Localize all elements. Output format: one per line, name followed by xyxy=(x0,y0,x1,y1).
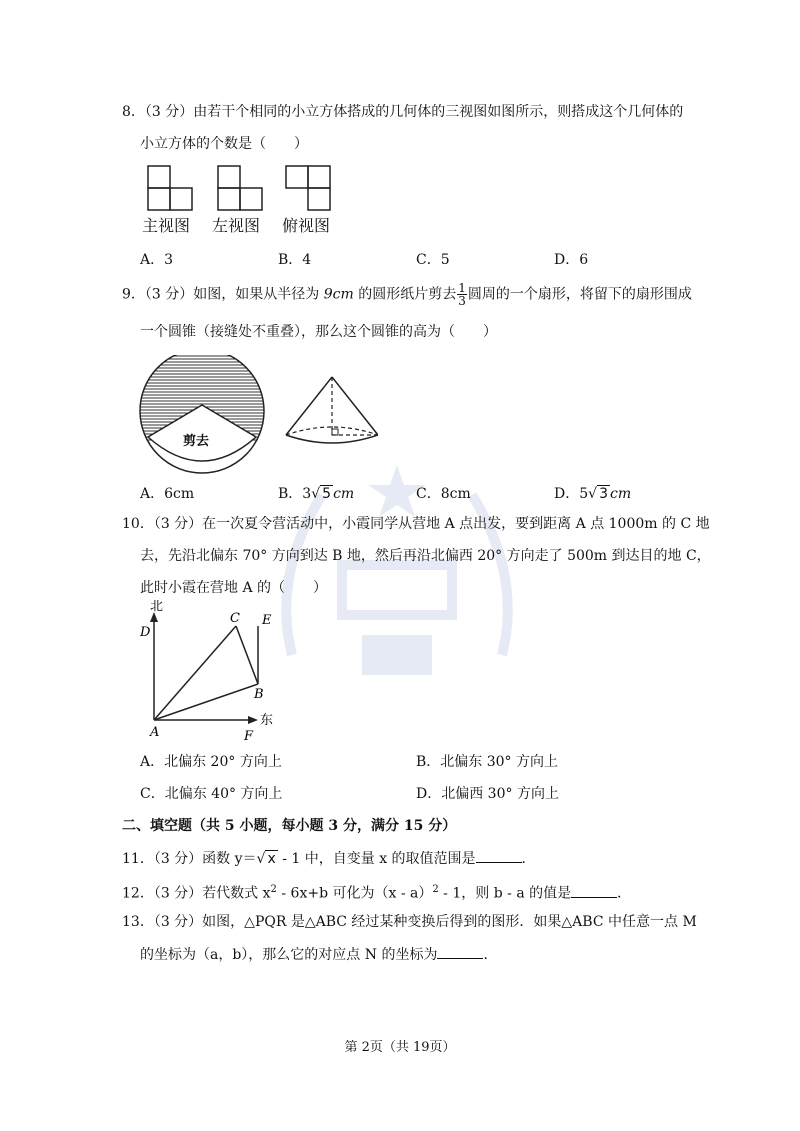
q9-circle-cone-figure xyxy=(138,355,378,475)
q10-option-c[interactable]: C．北偏东 40° 方向上 xyxy=(140,786,283,802)
q9-stem-prefix: 9．（3 分）如图，如果从半径为 xyxy=(122,286,324,303)
q10-option-d[interactable]: D．北偏西 30° 方向上 xyxy=(416,786,559,802)
q11-prefix: 11．（3 分）函数 y＝ xyxy=(122,851,257,867)
q10-point-b-label: B xyxy=(254,687,264,702)
q9-option-b-unit: cm xyxy=(333,486,355,502)
q10-stem-line1: 10．（3 分）在一次夏令营活动中，小霞同学从营地 A 点出发，要到距离 A 点 1000m 的 C 地 xyxy=(122,516,710,532)
q9-option-d-radicand: 3 xyxy=(599,486,608,502)
q9-option-b-radicand: 5 xyxy=(322,486,332,502)
q8-left-view-label: 左视图 xyxy=(212,216,261,235)
q12-stem xyxy=(122,880,631,904)
q10-point-c-label: C xyxy=(230,611,240,626)
q10-point-e-label: E xyxy=(262,613,272,628)
q12-answer-blank[interactable] xyxy=(571,883,617,898)
q8-option-b[interactable]: B．4 xyxy=(278,252,312,268)
q9-stem-line1 xyxy=(122,282,692,307)
q10-stem-line2: 去，先沿北偏东 70° 方向到达 B 地，然后再沿北偏西 20° 方向走了 500m 到达目的地 C， xyxy=(140,548,711,564)
q8-stem-line1: 8．（3 分）由若干个相同的小立方体搭成的几何体的三视图如图所示，则搭成这个几何体的 xyxy=(122,104,684,120)
q10-option-a[interactable]: A．北偏东 20° 方向上 xyxy=(140,754,282,770)
q11-answer-blank[interactable] xyxy=(476,848,522,863)
q8-top-view-label: 俯视图 xyxy=(282,216,331,235)
q9-option-b[interactable]: B．3√ 5 cm xyxy=(278,486,355,502)
q8-front-view-label: 主视图 xyxy=(142,216,191,235)
page-footer: 第 2页（共 19页） xyxy=(344,1040,456,1055)
q8-option-a[interactable]: A．3 xyxy=(140,252,174,268)
q13-answer-blank[interactable] xyxy=(437,944,483,959)
q10-east-label: 东 xyxy=(260,713,274,728)
q10-point-d-label: D xyxy=(140,625,151,640)
q12-suffix: - 1，则 b - a 的值是 xyxy=(438,885,572,902)
q11-end: ． xyxy=(521,851,536,867)
q12-exponent: 2 xyxy=(270,884,277,895)
q11-radicand: x xyxy=(267,851,276,867)
q10-option-b[interactable]: B．北偏东 30° 方向上 xyxy=(416,754,559,770)
q9-cut-label: 剪去 xyxy=(183,434,210,449)
q9-option-b-prefix: B． xyxy=(278,486,303,502)
q9-stem-mid: 的圆形纸片剪去 xyxy=(353,286,457,303)
q8-option-c[interactable]: C．5 xyxy=(416,252,450,268)
q9-option-b-coef: 3 xyxy=(302,486,312,502)
q9-option-d[interactable]: D．5√ 3 cm xyxy=(554,486,632,502)
q12-end: ． xyxy=(617,885,632,902)
q10-direction-figure xyxy=(136,600,286,745)
q10-stem-line3: 此时小霞在营地 A 的（ ） xyxy=(140,580,328,596)
q11-suffix: - 1 中，自变量 x 的取值范围是 xyxy=(277,851,476,867)
q8-stem-line2: 小立方体的个数是（ ） xyxy=(140,136,308,152)
q9-option-d-unit: cm xyxy=(610,486,632,502)
q9-stem-suffix: 圆周的一个扇形，将留下的扇形围成 xyxy=(467,286,692,303)
q9-fraction-numerator: 1 xyxy=(458,281,466,295)
q9-fraction-denominator: 3 xyxy=(458,294,466,308)
q11-stem: 11．（3 分）函数 y＝√ x - 1 中，自变量 x 的取值范围是 ． xyxy=(122,848,536,869)
q9-fraction xyxy=(457,282,467,307)
q12-exponent-2: 2 xyxy=(432,884,439,895)
q9-option-c[interactable]: C．8cm xyxy=(416,486,471,502)
q13-stem-line2 xyxy=(140,944,497,965)
q9-option-d-coef: 5 xyxy=(579,486,589,502)
q10-north-label: 北 xyxy=(150,600,164,614)
q12-mid: - 6x+b 可化为（x - a） xyxy=(276,885,433,902)
q13-line2-end: ． xyxy=(483,947,498,963)
q13-stem-line1: 13．（3 分）如图，△PQR 是△ABC 经过某种变换后得到的图形．如果△ABC 中任意一点 M xyxy=(122,914,697,930)
q9-option-a[interactable]: A．6cm xyxy=(140,486,195,502)
q13-line2-prefix: 的坐标为（a，b），那么它的对应点 N 的坐标为 xyxy=(140,947,438,963)
q8-option-d[interactable]: D．6 xyxy=(554,252,589,268)
q9-stem-line2: 一个圆锥（接缝处不重叠），那么这个圆锥的高为（ ） xyxy=(140,324,497,340)
section-fill-in-heading: 二、填空题（共 5 小题，每小题 3 分，满分 15 分） xyxy=(122,818,457,834)
q9-option-d-prefix: D． xyxy=(554,486,580,502)
q9-radius: 9cm xyxy=(323,286,354,303)
q10-point-a-label: A xyxy=(150,725,160,740)
q12-prefix: 12．（3 分）若代数式 x xyxy=(122,885,271,902)
q10-point-f-label: F xyxy=(244,729,254,744)
